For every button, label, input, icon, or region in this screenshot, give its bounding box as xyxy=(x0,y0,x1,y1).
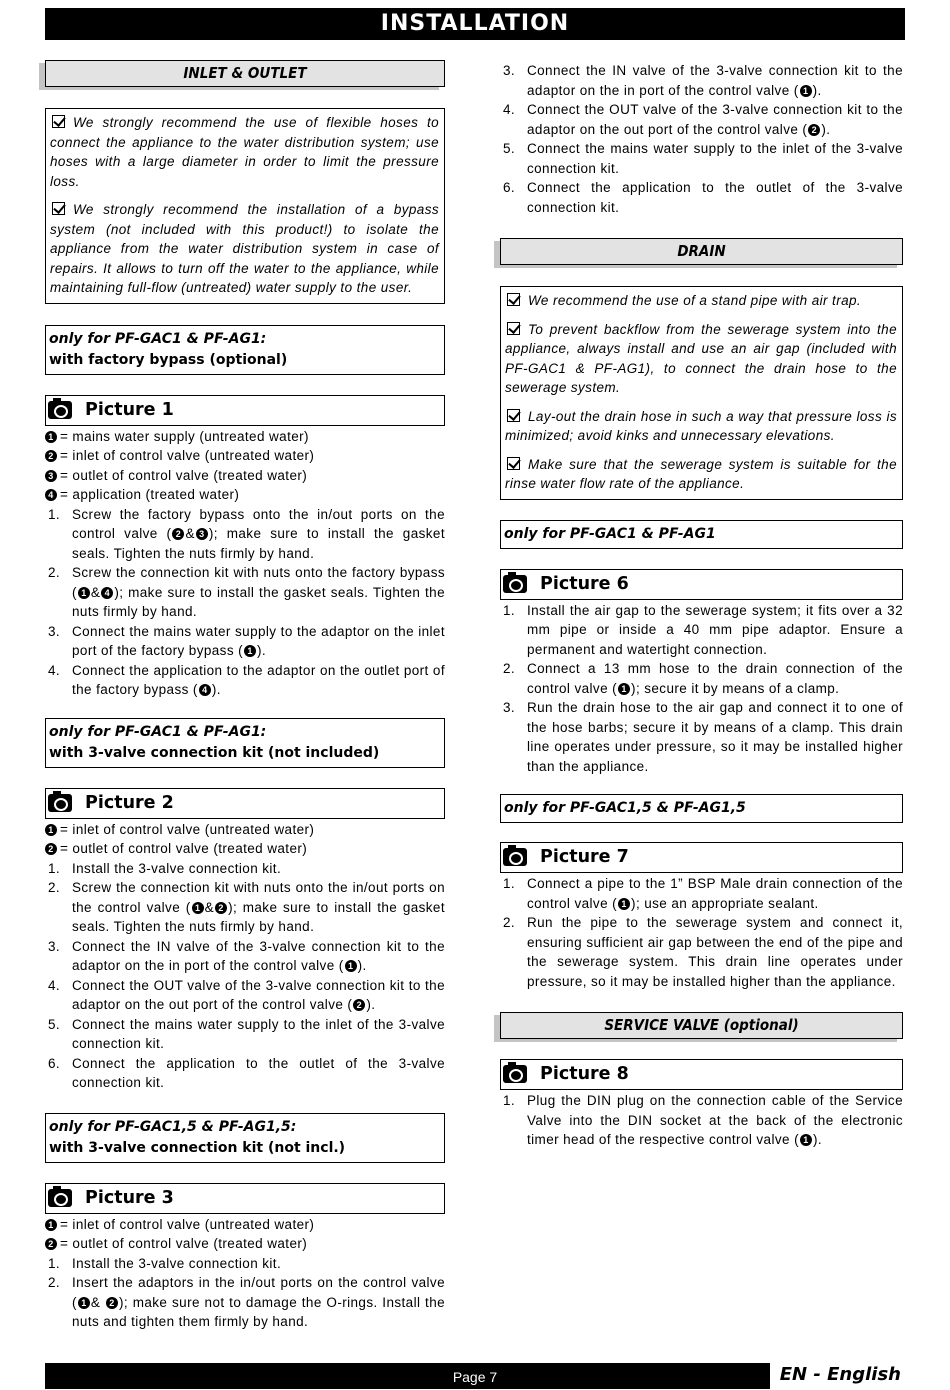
page-title: INSTALLATION xyxy=(45,8,905,40)
step-text: ). xyxy=(812,82,822,98)
checkbox-checked-icon xyxy=(507,322,520,335)
picture-2-legend xyxy=(45,820,445,859)
step-number: 1. xyxy=(503,876,516,891)
legend-item xyxy=(45,1234,445,1254)
legend-text: = inlet of control valve (untreated water) xyxy=(60,821,315,837)
step-item xyxy=(45,661,445,700)
step-text: ); make sure to install the gasket seals. Tighten the nuts firmly by hand. xyxy=(72,526,445,561)
step-text: & xyxy=(90,1294,105,1310)
number-circle-icon: 4 xyxy=(101,587,113,599)
camera-icon xyxy=(48,401,72,419)
drain-notes xyxy=(500,286,903,500)
step-item xyxy=(45,622,445,661)
variant-box-drain-1 xyxy=(500,520,903,549)
camera-icon xyxy=(48,794,72,812)
number-circle-icon: 2 xyxy=(45,843,57,855)
checkbox-checked-icon xyxy=(52,115,65,128)
note-text: We strongly recommend the use of flexible hoses to connect the appliance to the water distribution system; use hoses with a large diameter in order to limit the pressure loss. xyxy=(50,115,439,189)
checkbox-checked-icon xyxy=(507,409,520,422)
number-circle-icon: 1 xyxy=(78,1297,90,1309)
camera-icon xyxy=(503,848,527,866)
variant-box-factory-bypass xyxy=(45,325,445,375)
picture-2-header xyxy=(45,788,445,819)
legend-item xyxy=(45,446,445,466)
legend-text: = outlet of control valve (treated water) xyxy=(60,1236,308,1251)
step-text: Connect the mains water supply to the inlet of the 3-valve connection kit. xyxy=(527,141,903,176)
number-circle-icon: 1 xyxy=(800,85,812,97)
step-text: Connect the application to the outlet of the 3-valve connection kit. xyxy=(72,1055,445,1090)
number-circle-icon: 2 xyxy=(45,1238,57,1250)
checkbox-checked-icon xyxy=(52,202,65,215)
legend-text: = mains water supply (untreated water) xyxy=(60,428,309,444)
note-text: We strongly recommend the installation of a bypass system (not included with this product!) to isolate the appliance from the water distribution system in case of repairs. It allows to turn off the water to the appliance, while maintaining full-flow (untreated) water supply to the user. xyxy=(50,202,439,295)
number-circle-icon: 2 xyxy=(215,902,227,914)
checkbox-checked-icon xyxy=(507,293,520,306)
step-item xyxy=(45,1054,445,1093)
step-item xyxy=(45,1015,445,1054)
step-text: ). xyxy=(211,682,221,697)
number-circle-icon: 2 xyxy=(106,1297,118,1309)
legend-text: = outlet of control valve (treated water) xyxy=(60,841,308,856)
number-circle-icon: 4 xyxy=(199,684,211,696)
number-circle-icon: 4 xyxy=(45,489,57,501)
picture-label: Picture 8 xyxy=(540,1064,629,1084)
step-number: 4. xyxy=(503,102,516,117)
step-number: 2. xyxy=(503,915,516,930)
continued-steps xyxy=(500,61,903,217)
number-circle-icon: 2 xyxy=(45,450,57,462)
number-circle-icon: 1 xyxy=(244,645,256,657)
picture-8-steps xyxy=(500,1091,903,1150)
step-text: Connect the OUT valve of the 3-valve connection kit to the adaptor on the out port of the control valve ( xyxy=(72,977,445,1012)
step-text: ). xyxy=(257,643,267,658)
step-text: Screw the connection kit with nuts onto the factory bypass ( xyxy=(72,565,445,600)
picture-1-header xyxy=(45,395,445,426)
step-item xyxy=(45,563,445,622)
legend-item xyxy=(45,1215,445,1235)
step-item xyxy=(45,878,445,937)
step-item xyxy=(500,913,903,991)
section-header-service-valve: SERVICE VALVE (optional) xyxy=(500,1012,903,1039)
step-number: 2. xyxy=(503,661,516,676)
step-number: 2. xyxy=(48,565,61,580)
step-item xyxy=(45,1273,445,1332)
left-column xyxy=(45,60,445,1332)
picture-1-legend xyxy=(45,427,445,505)
section-header-drain: DRAIN xyxy=(500,238,903,265)
variant-box-3-valve-kit-1-5 xyxy=(45,1113,445,1163)
step-item xyxy=(45,1254,445,1274)
step-text: Connect the mains water supply to the adaptor on the inlet port of the factory bypass ( xyxy=(72,623,445,658)
step-text: Connect a 13 mm hose to the drain connection of the control valve ( xyxy=(527,661,903,696)
step-text: Connect the IN valve of the 3-valve connection kit to the adaptor on the in port of the control valve ( xyxy=(72,938,445,973)
step-text: ). xyxy=(366,997,376,1012)
number-circle-icon: 1 xyxy=(192,902,204,914)
step-number: 1. xyxy=(48,1255,61,1271)
step-text: Install the air gap to the sewerage system; it fits over a 32 mm pipe or inside a 40 mm pipe adaptor. Ensure a permanent and watertight connection. xyxy=(527,602,903,657)
picture-2-steps xyxy=(45,859,445,1093)
note-item xyxy=(50,200,439,298)
step-text: ); make sure not to damage the O-rings. Install the nuts and tighten them firmly by hand. xyxy=(72,1294,446,1329)
picture-3-steps xyxy=(45,1254,445,1332)
picture-6-steps xyxy=(500,601,903,777)
picture-1-steps xyxy=(45,505,445,700)
step-text: Screw the factory bypass onto the in/out ports on the control valve ( xyxy=(72,506,445,541)
number-circle-icon: 2 xyxy=(353,999,365,1011)
step-item xyxy=(500,178,903,217)
step-item xyxy=(500,61,903,100)
picture-label: Picture 2 xyxy=(85,792,174,813)
note-text: Make sure that the sewerage system is suitable for the rinse water flow rate of the appliance. xyxy=(505,456,897,491)
step-text: Install the 3-valve connection kit. xyxy=(72,860,282,876)
step-number: 6. xyxy=(503,180,516,195)
variant-models: only for PF-GAC1 & PF-AG1: xyxy=(49,723,267,740)
step-item xyxy=(45,976,445,1015)
picture-7-header xyxy=(500,842,903,873)
variant-models: only for PF-GAC1 & PF-AG1: xyxy=(49,330,267,347)
variant-models: only for PF-GAC1,5 & PF-AG1,5 xyxy=(504,800,746,816)
step-number: 2. xyxy=(48,880,61,895)
variant-box-drain-1-5 xyxy=(500,794,903,823)
number-circle-icon: 3 xyxy=(196,528,208,540)
step-text: Screw the connection kit with nuts onto the in/out ports on the control valve ( xyxy=(72,880,445,915)
picture-label: Picture 7 xyxy=(540,847,629,867)
step-number: 1. xyxy=(48,506,61,522)
step-item xyxy=(500,1091,903,1150)
legend-text: = inlet of control valve (untreated water) xyxy=(60,1216,315,1232)
legend-item xyxy=(45,839,445,859)
step-item xyxy=(500,698,903,776)
inlet-outlet-notes xyxy=(45,108,445,304)
step-item xyxy=(45,859,445,879)
variant-models: only for PF-GAC1,5 & PF-AG1,5: xyxy=(49,1118,297,1135)
number-circle-icon: 1 xyxy=(45,824,57,836)
step-number: 6. xyxy=(48,1055,61,1071)
number-circle-icon: 1 xyxy=(78,587,90,599)
step-number: 4. xyxy=(48,662,61,678)
legend-item xyxy=(45,466,445,486)
number-circle-icon: 2 xyxy=(172,528,184,540)
checkbox-checked-icon xyxy=(507,457,520,470)
step-text: Install the 3-valve connection kit. xyxy=(72,1255,282,1271)
step-text: ); make sure to install the gasket seals. Tighten the nuts firmly by hand. xyxy=(72,899,445,934)
step-text: ); use an appropriate sealant. xyxy=(631,895,819,911)
number-circle-icon: 1 xyxy=(45,431,57,443)
camera-icon xyxy=(503,1065,527,1083)
right-column xyxy=(500,60,903,1150)
picture-label: Picture 6 xyxy=(540,573,629,594)
step-number: 1. xyxy=(503,602,516,618)
note-text: To prevent backflow from the sewerage system into the appliance, always install and use an air gap (included with PF-GAC1 & PF-AG1), to connect the drain hose to the sewerage system. xyxy=(505,321,897,395)
step-item xyxy=(500,874,903,913)
step-number: 1. xyxy=(503,1093,516,1108)
step-number: 1. xyxy=(48,860,61,876)
note-text: Lay-out the drain hose in such a way that pressure loss is minimized; avoid kinks and unnecessary elevations. xyxy=(505,408,897,443)
step-number: 3. xyxy=(48,938,61,954)
page-number: Page 7 xyxy=(452,1369,498,1385)
page-footer xyxy=(45,1363,905,1389)
step-item xyxy=(45,937,445,976)
step-number: 5. xyxy=(48,1016,61,1032)
step-number: 4. xyxy=(48,977,61,993)
step-text: Connect the IN valve of the 3-valve connection kit to the adaptor on the in port of the control valve ( xyxy=(527,63,903,98)
variant-option: with factory bypass (optional) xyxy=(49,351,288,368)
picture-3-legend xyxy=(45,1215,445,1254)
step-number: 2. xyxy=(48,1275,61,1290)
step-text: Plug the DIN plug on the connection cable of the Service Valve into the DIN socket at the back of the electronic timer head of the respective control valve ( xyxy=(527,1093,903,1147)
number-circle-icon: 3 xyxy=(45,470,57,482)
number-circle-icon: 2 xyxy=(808,124,820,136)
picture-8-header xyxy=(500,1059,903,1090)
number-circle-icon: 1 xyxy=(618,683,630,695)
number-circle-icon: 1 xyxy=(45,1219,57,1231)
step-text: ); make sure to install the gasket seals. Tighten the nuts firmly by hand. xyxy=(72,584,445,619)
step-text: Run the pipe to the sewerage system and connect it, ensuring sufficient air gap between the end of the pipe and the sewerage system. This drain line operates under pressure, so it may be installed higher than the appliance. xyxy=(527,915,903,989)
step-item xyxy=(500,100,903,139)
legend-text: = application (treated water) xyxy=(60,487,240,502)
note-item xyxy=(505,291,897,311)
picture-3-header xyxy=(45,1183,445,1214)
number-circle-icon: 1 xyxy=(800,1134,812,1146)
note-text: We recommend the use of a stand pipe with air trap. xyxy=(528,293,862,308)
step-text: ). xyxy=(812,1132,823,1147)
legend-item xyxy=(45,820,445,840)
step-text: Connect the application to the outlet of the 3-valve connection kit. xyxy=(527,180,903,215)
step-item xyxy=(45,505,445,564)
step-text: Run the drain hose to the air gap and connect it to one of the hose barbs; secure it by means of a clamp. This drain line operates under pressure, so it may be installed higher than the appliance. xyxy=(527,700,903,774)
step-text: Connect the application to the adaptor on the outlet port of the factory bypass ( xyxy=(72,662,445,697)
camera-icon xyxy=(503,575,527,593)
step-text: & xyxy=(204,899,215,915)
step-text: ). xyxy=(357,958,367,973)
step-text: & xyxy=(90,584,101,600)
picture-label: Picture 1 xyxy=(85,399,174,420)
variant-option: with 3-valve connection kit (not included) xyxy=(49,744,380,761)
legend-text: = outlet of control valve (treated water) xyxy=(60,467,308,483)
picture-label: Picture 3 xyxy=(85,1187,174,1208)
step-text: ); secure it by means of a clamp. xyxy=(631,680,840,696)
step-text: Connect the mains water supply to the inlet of the 3-valve connection kit. xyxy=(72,1016,445,1051)
picture-6-header xyxy=(500,569,903,600)
section-header-inlet-outlet: INLET & OUTLET xyxy=(45,60,445,87)
note-item xyxy=(50,113,439,191)
number-circle-icon: 1 xyxy=(345,960,357,972)
language-label: EN - English xyxy=(770,1361,905,1389)
step-text: Connect the OUT valve of the 3-valve connection kit to the adaptor on the out port of the control valve ( xyxy=(527,102,903,137)
note-item xyxy=(505,320,897,398)
step-text: Insert the adaptors in the in/out ports on the control valve ( xyxy=(72,1275,445,1310)
variant-option: with 3-valve connection kit (not incl.) xyxy=(49,1139,346,1156)
variant-models: only for PF-GAC1 & PF-AG1 xyxy=(504,525,716,542)
variant-box-3-valve-kit xyxy=(45,718,445,768)
note-item xyxy=(505,455,897,494)
picture-7-steps xyxy=(500,874,903,991)
step-text: ). xyxy=(821,121,831,137)
legend-item xyxy=(45,485,445,505)
step-item xyxy=(500,601,903,660)
step-text: Connect a pipe to the 1” BSP Male drain connection of the control valve ( xyxy=(527,876,903,911)
legend-item xyxy=(45,427,445,447)
legend-text: = inlet of control valve (untreated water) xyxy=(60,448,315,463)
step-item xyxy=(500,659,903,698)
number-circle-icon: 1 xyxy=(618,898,630,910)
note-item xyxy=(505,407,897,446)
camera-icon xyxy=(48,1189,72,1207)
step-number: 3. xyxy=(503,63,516,78)
step-number: 3. xyxy=(503,700,516,715)
step-number: 5. xyxy=(503,141,516,156)
step-item xyxy=(500,139,903,178)
step-text: & xyxy=(185,526,195,541)
step-number: 3. xyxy=(48,623,61,639)
